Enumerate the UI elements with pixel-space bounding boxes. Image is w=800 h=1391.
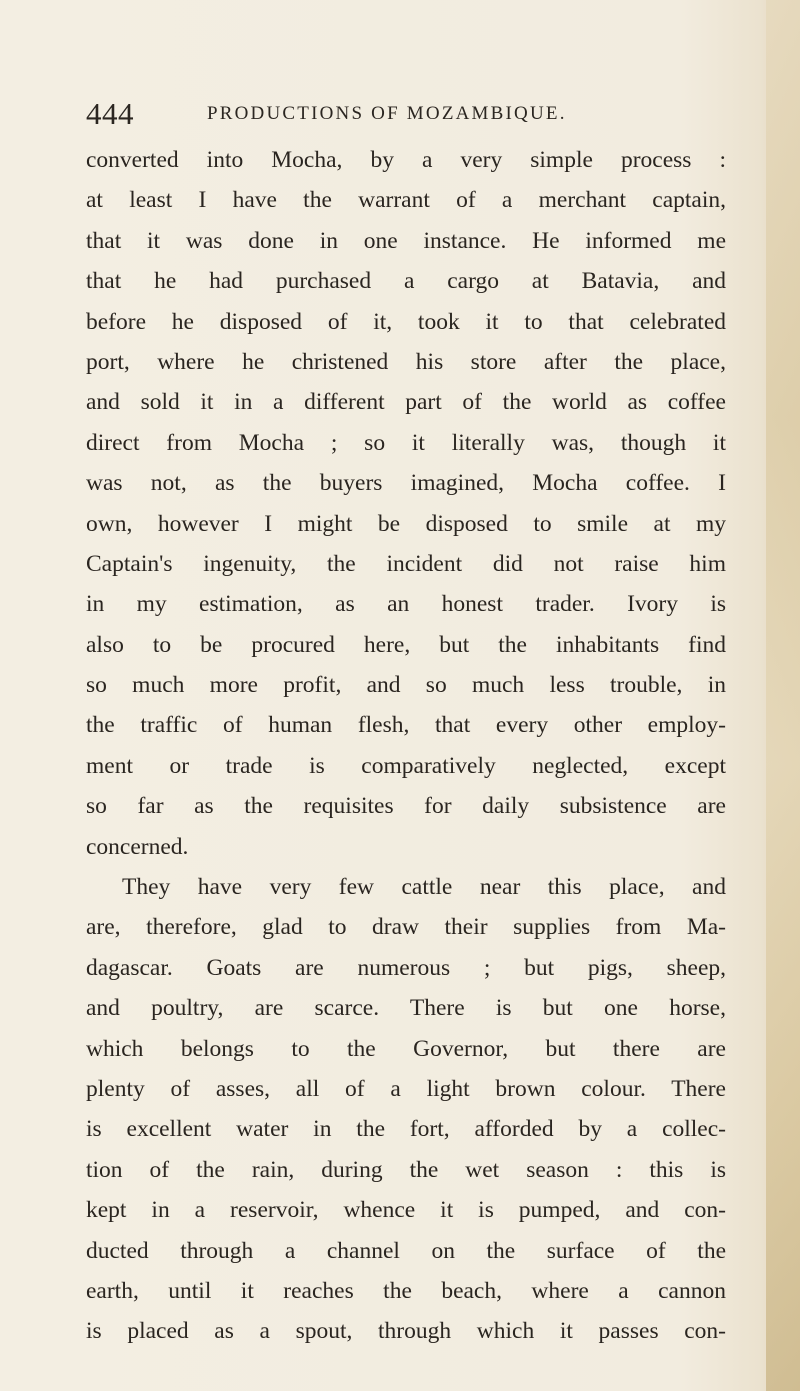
text-line: which belongs to the Governor, but there are	[86, 1035, 726, 1062]
page-number: 444	[86, 96, 134, 131]
page-header	[86, 96, 726, 136]
text-line: Captain's ingenuity, the incident did not raise him	[86, 550, 726, 577]
text-line: also to be procured here, but the inhabitants find	[86, 631, 726, 658]
text-line: at least I have the warrant of a merchant captain,	[86, 187, 726, 214]
text-line: and sold it in a different part of the world as coffee	[86, 389, 726, 416]
text-line: ment or trade is comparatively neglected, except	[86, 752, 726, 779]
text-line: are, therefore, glad to draw their supplies from Ma-	[86, 914, 726, 941]
text-line: own, however I might be disposed to smile at my	[86, 510, 726, 537]
text-line: tion of the rain, during the wet season : this is	[86, 1156, 726, 1183]
text-line: that it was done in one instance. He informed me	[86, 227, 726, 254]
text-line: dagascar. Goats are numerous ; but pigs, sheep,	[86, 954, 726, 981]
running-title: PRODUCTIONS OF MOZAMBIQUE.	[207, 103, 567, 124]
paragraph-end-line: concerned.	[86, 833, 189, 860]
text-line: before he disposed of it, took it to that celebrated	[86, 308, 726, 335]
text-line: earth, until it reaches the beach, where a cannon	[86, 1277, 726, 1304]
text-line: and poultry, are scarce. There is but one horse,	[86, 995, 726, 1022]
page-edge-stain	[766, 0, 800, 1391]
text-line: plenty of asses, all of a light brown colour. There	[86, 1075, 726, 1102]
text-line: so far as the requisites for daily subsistence are	[86, 793, 726, 820]
paragraph-start-line: They have very few cattle near this place, and	[122, 874, 726, 901]
text-line: the traffic of human flesh, that every other employ-	[86, 712, 726, 739]
text-line: port, where he christened his store after the place,	[86, 348, 726, 375]
text-line: that he had purchased a cargo at Batavia, and	[86, 268, 726, 295]
text-line: ducted through a channel on the surface of the	[86, 1237, 726, 1264]
text-line: kept in a reservoir, whence it is pumped, and con-	[86, 1197, 726, 1224]
text-line: is placed as a spout, through which it passes con-	[86, 1318, 726, 1345]
text-line: was not, as the buyers imagined, Mocha coffee. I	[86, 470, 726, 497]
text-line: in my estimation, as an honest trader. Ivory is	[86, 591, 726, 618]
text-line: so much more profit, and so much less trouble, in	[86, 672, 726, 699]
text-line: direct from Mocha ; so it literally was, though it	[86, 429, 726, 456]
body-text	[86, 140, 726, 1352]
text-line: is excellent water in the fort, afforded by a collec-	[86, 1116, 726, 1143]
text-line: converted into Mocha, by a very simple process :	[86, 147, 726, 173]
